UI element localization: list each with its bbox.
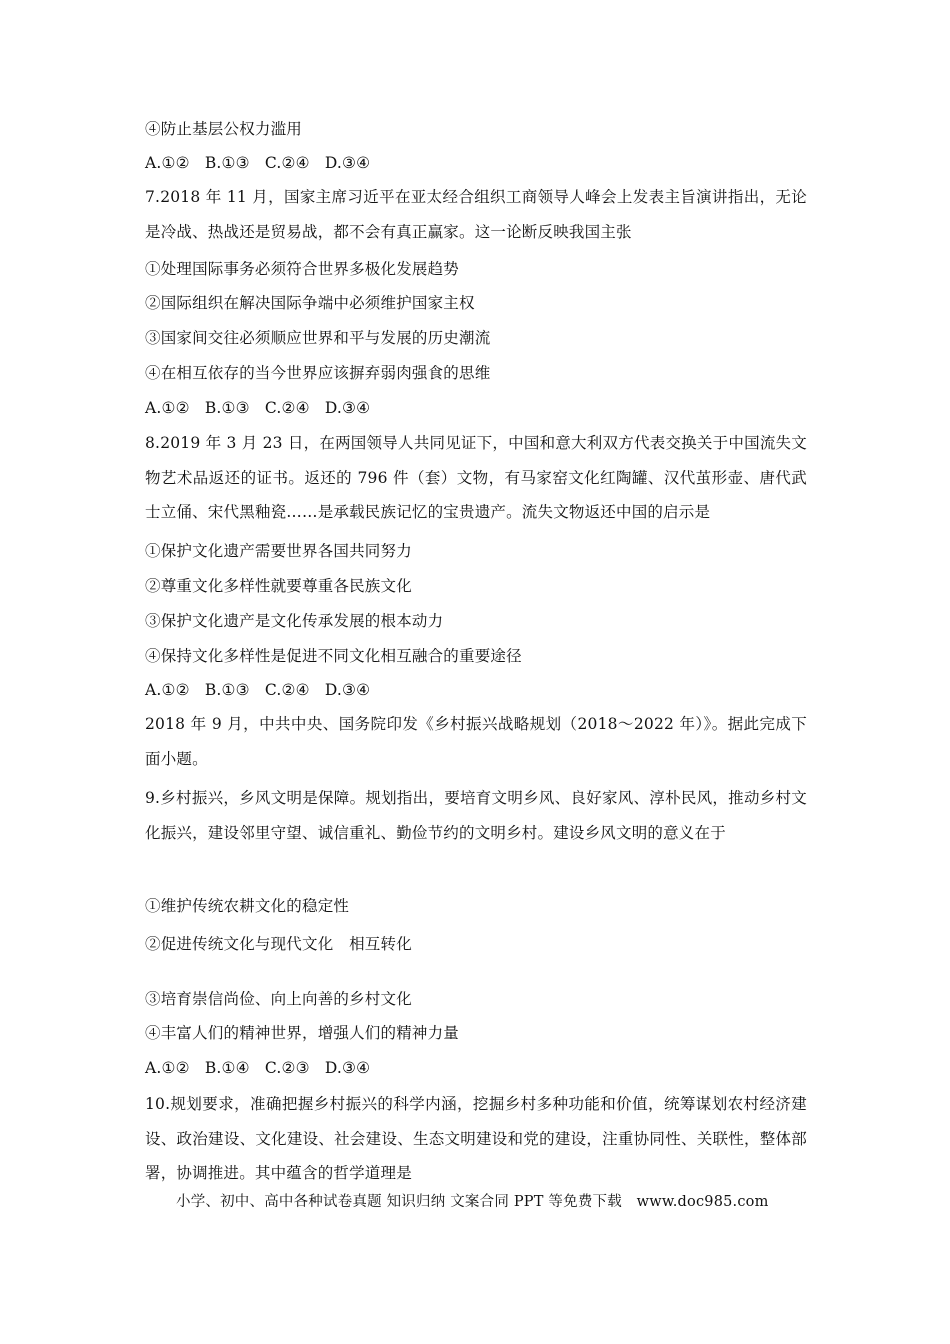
q7-option-1: ①处理国际事务必须符合世界多极化发展趋势 bbox=[145, 260, 460, 278]
footer-banner: 小学、初中、高中各种试卷真题 知识归纳 文案合同 PPT 等免费下载 www.doc985.com bbox=[176, 1194, 769, 1210]
q9-option-2: ②促进传统文化与现代文化 相互转化 bbox=[145, 935, 412, 953]
q9-option-4: ④丰富人们的精神世界，增强人们的精神力量 bbox=[145, 1024, 460, 1042]
q10-stem: 10.规划要求，准确把握乡村振兴的科学内涵，挖掘乡村多种功能和价值，统筹谋划农村经济建设、政治建设、文化建设、社会建设、生态文明建设和党的建设，注重协同性、关联性，整体部署，协调推进。其中蕴含的哲学道理是 bbox=[145, 1095, 807, 1182]
q7-option-4: ④在相互依存的当今世界应该摒弃弱肉强食的思维 bbox=[145, 364, 491, 382]
q8-answer-choices: A.①② B.①③ C.②④ D.③④ bbox=[145, 681, 371, 699]
q7-stem: 7.2018 年 11 月，国家主席习近平在亚太经合组织工商领导人峰会上发表主旨演讲指出，无论是冷战、热战还是贸易战，都不会有真正赢家。这一论断反映我国主张 bbox=[145, 188, 807, 241]
q9-answer-choices: A.①② B.①④ C.②③ D.③④ bbox=[145, 1059, 371, 1077]
q8-option-4: ④保持文化多样性是促进不同文化相互融合的重要途径 bbox=[145, 647, 522, 665]
q9-option-1: ①维护传统农耕文化的稳定性 bbox=[145, 897, 350, 915]
q8-option-2: ②尊重文化多样性就要尊重各民族文化 bbox=[145, 577, 412, 595]
q9-option-3: ③培育崇信尚俭、向上向善的乡村文化 bbox=[145, 990, 412, 1008]
q7-option-3: ③国家间交往必须顺应世界和平与发展的历史潮流 bbox=[145, 329, 491, 347]
q6-answer-choices: A.①② B.①③ C.②④ D.③④ bbox=[145, 154, 371, 172]
q9-stem: 9.乡村振兴，乡风文明是保障。规划指出，要培育文明乡风、良好家风、淳朴民风，推动乡村文化振兴，建设邻里守望、诚信重礼、勤俭节约的文明乡村。建设乡风文明的意义在于 bbox=[145, 789, 807, 842]
q6-option-4: ④防止基层公权力滥用 bbox=[145, 120, 303, 138]
q8-option-3: ③保护文化遗产是文化传承发展的根本动力 bbox=[145, 612, 444, 630]
q8-stem: 8.2019 年 3 月 23 日，在两国领导人共同见证下，中国和意大利双方代表交换关于中国流失文物艺术品返还的证书。返还的 796 件（套）文物，有马家窑文化红陶罐、汉代茧形壶、唐代武士立俑、宋代黑釉瓷……是承载民族记忆的宝贵遗产。流失文物返还中国的启示是 bbox=[145, 434, 807, 521]
q8-option-1: ①保护文化遗产需要世界各国共同努力 bbox=[145, 542, 412, 560]
q7-answer-choices: A.①② B.①③ C.②④ D.③④ bbox=[145, 399, 371, 417]
q7-option-2: ②国际组织在解决国际争端中必须维护国家主权 bbox=[145, 294, 475, 312]
shared-intro: 2018 年 9 月，中共中央、国务院印发《乡村振兴战略规划（2018～2022 年）》。据此完成下面小题。 bbox=[145, 715, 807, 768]
